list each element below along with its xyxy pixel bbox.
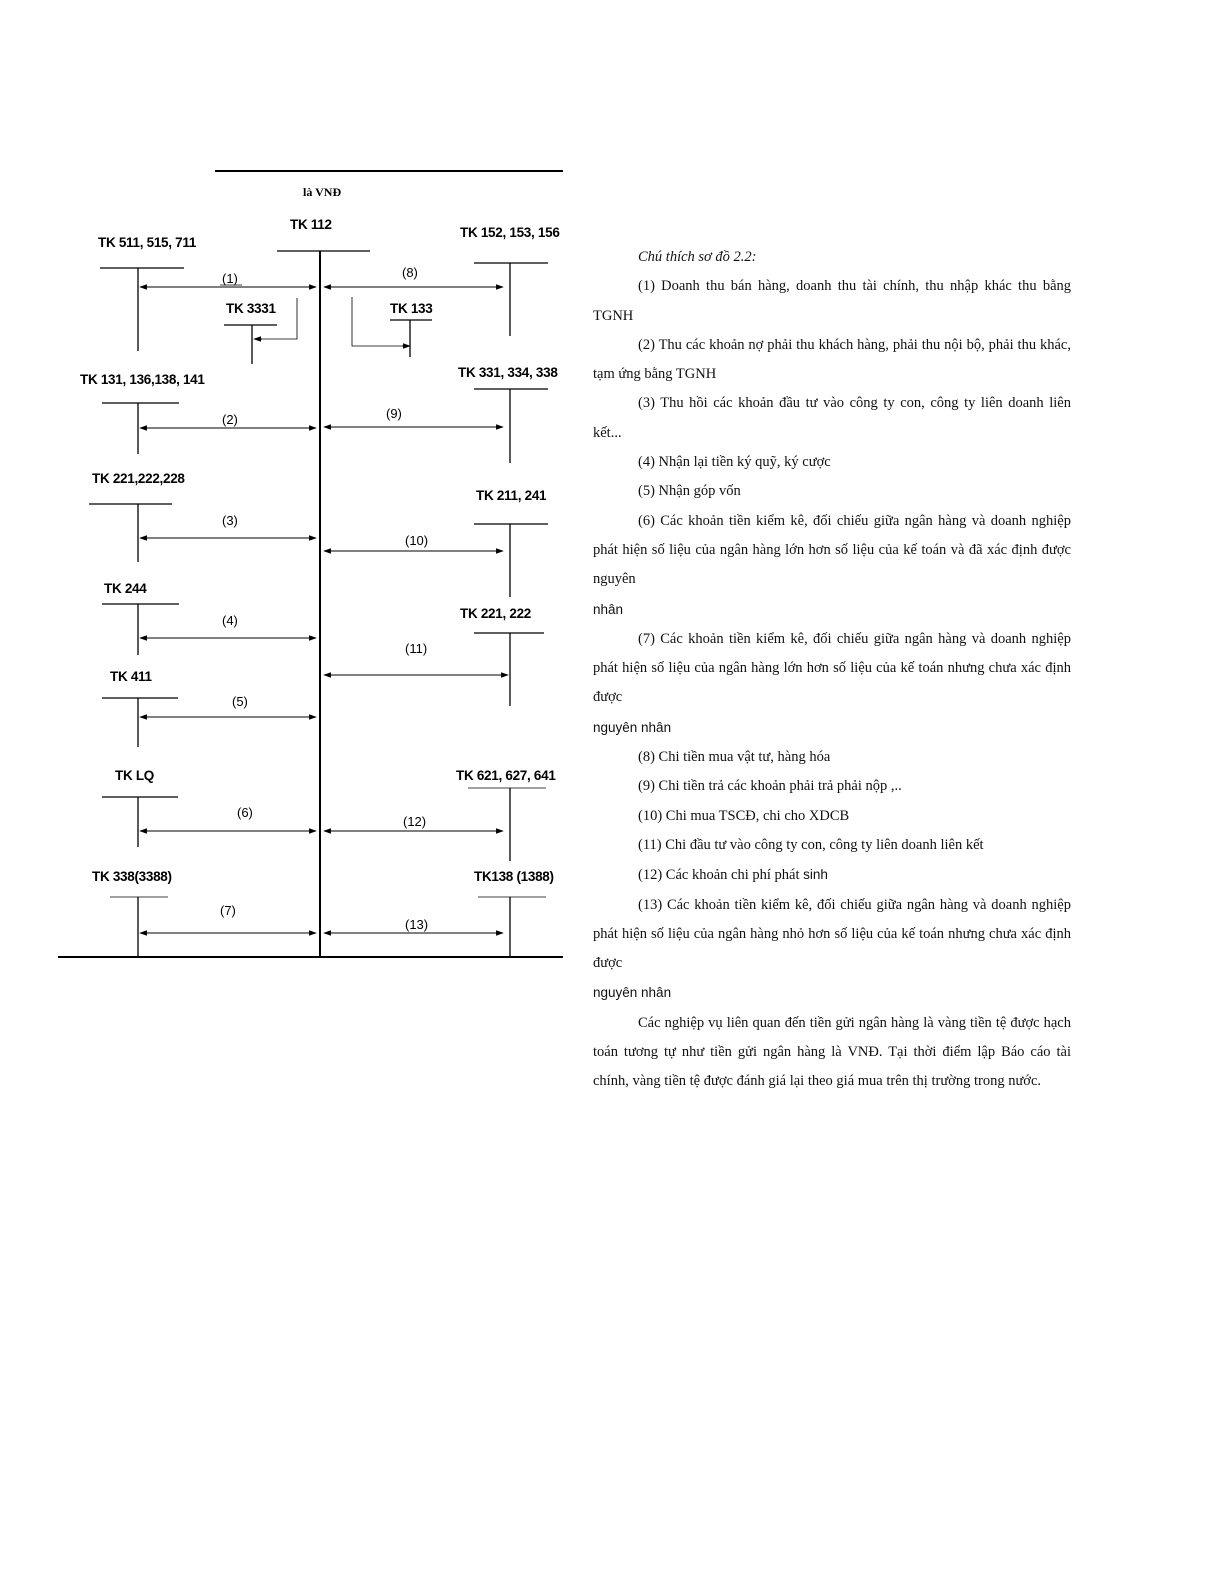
flow-label-13: (13) xyxy=(405,917,429,932)
left-account-label: TK 511, 515, 711 xyxy=(98,235,197,250)
note-item-11: (11) Chi đầu tư vào công ty con, công ty liên doanh liên kết xyxy=(638,836,984,853)
note-item-7 xyxy=(593,625,1071,743)
note-item-6-text: (6) Các khoản tiền kiểm kê, đối chiếu giữa ngân hàng và doanh nghiệp phát hiện số liệu của ngân hàng lớn hơn số liệu của kế toán và đã xác định được nguyên xyxy=(593,512,1071,588)
flow-label-12: (12) xyxy=(403,814,427,829)
right-account-label: TK 211, 241 xyxy=(476,488,547,503)
left-account-label: TK LQ xyxy=(115,768,154,783)
flow-label-3: (3) xyxy=(222,513,238,528)
note-item-13-text: (13) Các khoản tiền kiểm kê, đối chiếu giữa ngân hàng và doanh nghiệp phát hiện số liệu của ngân hàng nhỏ hơn số liệu của kế toán nhưng chưa xác định được xyxy=(593,896,1071,972)
note-item-4: (4) Nhận lại tiền ký quỹ, ký cược xyxy=(638,454,831,471)
note-item-13 xyxy=(593,891,1071,1009)
right-account-label: TK 221, 222 xyxy=(460,606,531,621)
note-item-8: (8) Chi tiền mua vật tư, hàng hóa xyxy=(638,749,831,766)
flow-label-7: (7) xyxy=(220,903,236,918)
note-item-10: (10) Chi mua TSCĐ, chi cho XDCB xyxy=(638,807,850,824)
left-account-label: TK 338(3388) xyxy=(92,869,172,884)
flow-label-5: (5) xyxy=(232,694,248,709)
note-item-2: (2) Thu các khoản nợ phải thu khách hàng, phải thu nội bộ, phải thu khác, tạm ứng bằng TGNH xyxy=(593,336,1071,383)
left-account-label: TK 131, 136,138, 141 xyxy=(80,372,205,387)
note-item-7-tail: nguyên nhân xyxy=(593,719,672,735)
header-caption: là VNĐ xyxy=(303,185,342,199)
note-item-7-text: (7) Các khoản tiền kiểm kê, đối chiếu giữa ngân hàng và doanh nghiệp phát hiện số liệu của ngân hàng lớn hơn số liệu của kế toán nhưng chưa xác định được xyxy=(593,630,1071,706)
notes-closing: Các nghiệp vụ liên quan đến tiền gửi ngân hàng là vàng tiền tệ được hạch toán tương tự như tiền gửi ngân hàng là VNĐ. Tại thời điểm lập Báo cáo tài chính, vàng tiền tệ được đánh giá lại theo giá mua trên thị trường trong nước. xyxy=(593,1014,1071,1090)
right-account-label: TK 621, 627, 641 xyxy=(456,768,556,783)
note-item-6-tail: nhân xyxy=(593,601,624,617)
right-account-label: TK 331, 334, 338 xyxy=(458,365,558,380)
note-item-13-tail: nguyên nhân xyxy=(593,985,672,1001)
flow-label-2: (2) xyxy=(222,412,238,427)
left-account-label: TK 221,222,228 xyxy=(92,471,185,486)
note-item-12 xyxy=(593,860,1071,890)
note-item-9: (9) Chi tiền trả các khoản phải trả phải nộp ,.. xyxy=(638,778,902,795)
note-item-12-tail: sinh xyxy=(803,867,828,883)
right-account-label: TK 133 xyxy=(390,301,433,316)
flow-label-4: (4) xyxy=(222,613,238,628)
note-item-1: (1) Doanh thu bán hàng, doanh thu tài chính, thu nhập khác thu bằng TGNH xyxy=(593,278,1071,324)
note-item-12-text: (12) Các khoản chi phí phát xyxy=(638,867,800,884)
left-account-label: TK 3331 xyxy=(226,301,276,316)
flow-label-9: (9) xyxy=(386,406,402,421)
right-account-label: TK 152, 153, 156 xyxy=(460,225,560,240)
notes-title: Chú thích sơ đồ 2.2: xyxy=(638,249,757,265)
note-item-3: (3) Thu hồi các khoản đầu tư vào công ty con, công ty liên doanh liên kết... xyxy=(593,395,1071,441)
left-account-label: TK 244 xyxy=(104,581,147,596)
diagram-notes xyxy=(593,243,1071,1097)
flow-label-11: (11) xyxy=(405,641,428,656)
left-account-label: TK 411 xyxy=(110,669,152,684)
note-item-6 xyxy=(593,507,1071,625)
flow-label-1: (1) xyxy=(222,271,238,286)
center-account-label: TK 112 xyxy=(290,217,332,232)
flow-label-6: (6) xyxy=(237,805,253,820)
flow-label-8: (8) xyxy=(402,265,418,280)
right-account-label: TK138 (1388) xyxy=(474,869,554,884)
flow-label-10: (10) xyxy=(405,533,429,548)
note-item-5: (5) Nhận góp vốn xyxy=(638,483,741,500)
